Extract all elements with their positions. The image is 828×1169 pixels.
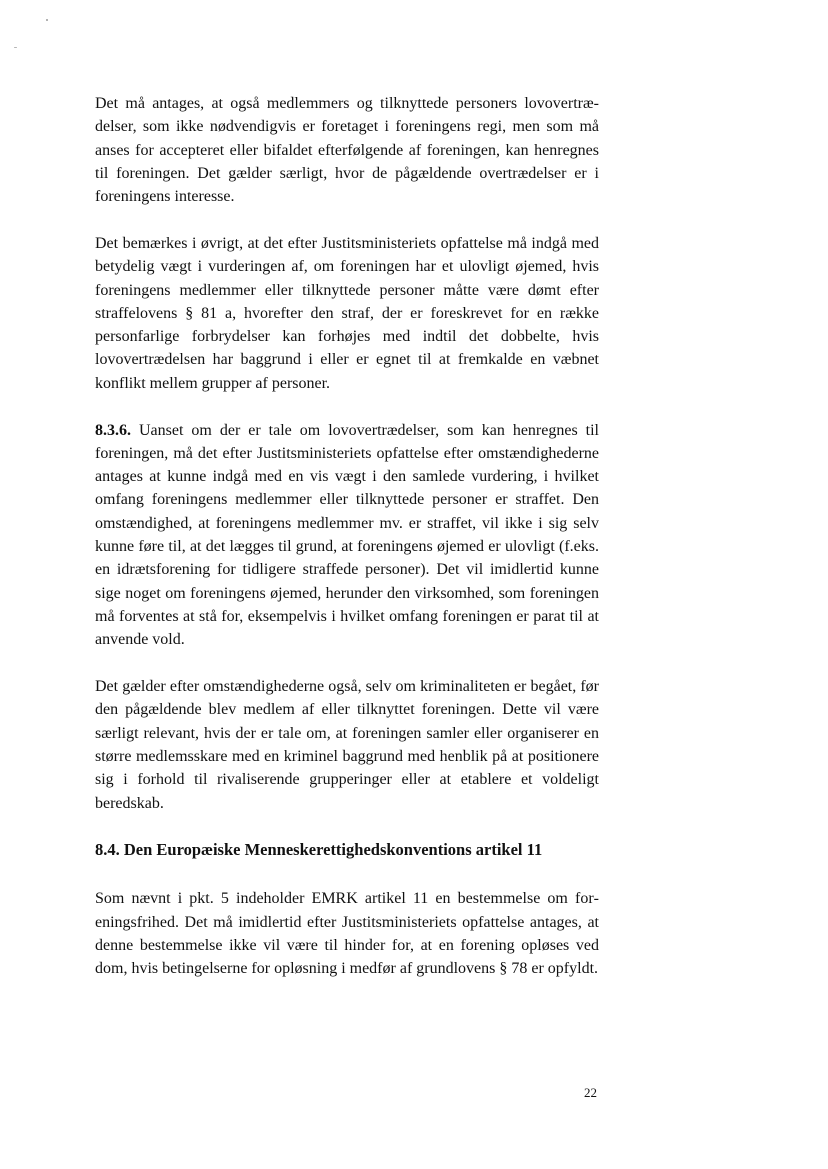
paragraph-4: Det gælder efter omstændighederne også, selv om kriminaliteten er begået, før den pågældende blev medlem af eller tilknyttet foreningen. Dette vil være særligt relevant, hvis der er tale om, at foreningen samler eller organiserer en større medlemsskare med en kriminel baggrund med henblik på at positionere sig i forhold til rivaliserende grupperinger eller at etablere et voldeligt beredskab. [95, 678, 599, 812]
paragraph-2: Det bemærkes i øvrigt, at det efter Justitsministeriets opfattelse må indgå med betydelig vægt i vurderingen af, om foreningen har et ulovligt øjemed, hvis foreningens medlemmer eller tilknyttede personer måtte være dømt efter straffelovens § 81 a, hvorefter den straf, der er foreskrevet for en række personfarlige forbrydelser kan forhøjes med indtil det dobbelte, hvis lovovertrædelsen har baggrund i eller er egnet til at fremkalde en væbnet konflikt mellem grupper af personer. [95, 234, 599, 392]
paragraph-3 [95, 419, 599, 652]
paragraph-3-text: Uanset om der er tale om lovovertrædelser, som kan henregnes til foreningen, må det efter Justitsministeriets opfattelse efter omstændighederne antages at kunne indgå med en vis vægt i den samlede vurdering, i hvilket omfang foreningens medlemmer eller tilknyttede personer er straffet. Den omstændighed, at foreningens medlemmer mv. er straffet, vil ikke i sig selv kunne føre til, at det lægges til grund, at foreningens øjemed er ulovligt (f.eks. en idrætsforening for tidligere straffede personer). Det vil imidlertid kunne sige noget om foreningens øjemed, herunder den virksomhed, som foreningen må forventes at stå for, eksempelvis i hvilket omfang foreningen er parat til at anvende vold. [95, 421, 599, 649]
scan-speck [14, 47, 17, 48]
page-number: 22 [584, 1085, 597, 1100]
section-heading-8-4: 8.4. Den Europæiske Menneskerettighedskonventions artikel 11 [95, 840, 543, 860]
section-number-8-3-6: 8.3.6. [95, 421, 131, 439]
body-text [95, 92, 599, 1004]
scan-speck [46, 19, 48, 21]
paragraph-1: Det må antages, at også medlemmers og tilknyttede personers lovovertrædelser, som ikke nødvendigvis er foretaget i foreningens regi, men som må anses for accepteret eller bifaldet efterfølgende af foreningen, kan henregnes til foreningen. Det gælder særligt, hvor de pågældende overtrædelser er i foreningens interesse. [95, 95, 599, 206]
paragraph-5: Som nævnt i pkt. 5 indeholder EMRK artikel 11 en bestemmelse om foreningsfrihed. Det må imidlertid efter Justitsministeriets opfattelse antages, at denne bestemmelse ikke vil være til hinder for, at en forening opløses ved dom, hvis betingelserne for opløsning i medfør af grundlovens § 78 er opfyldt. [95, 890, 599, 978]
